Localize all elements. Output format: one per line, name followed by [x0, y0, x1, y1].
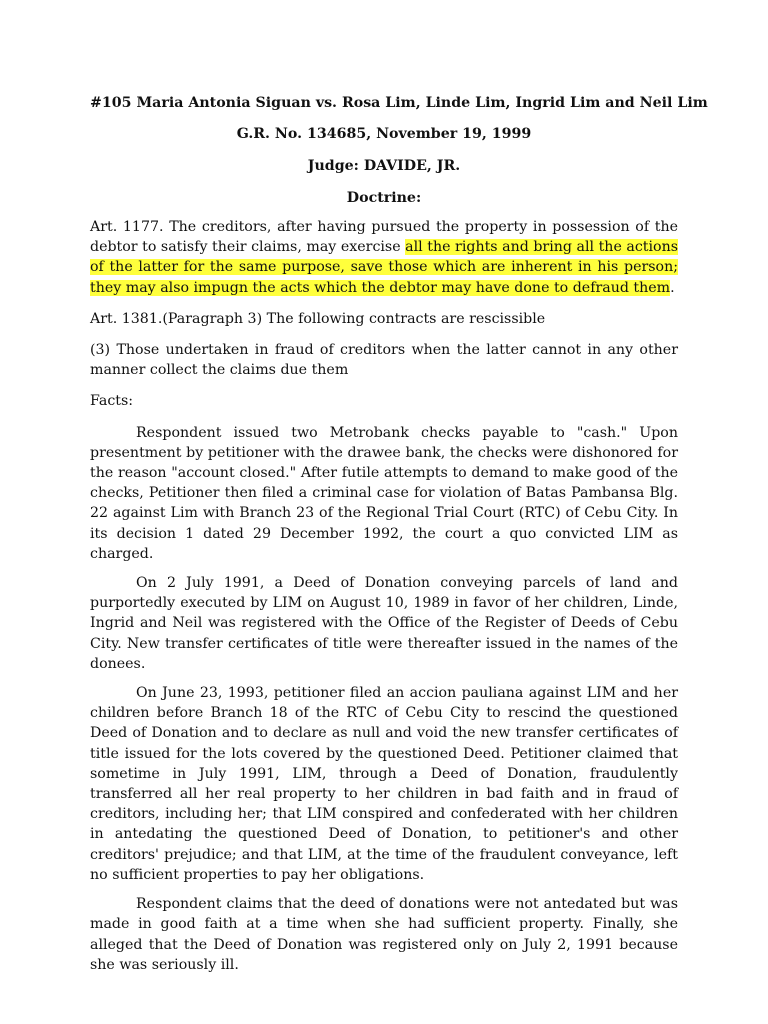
art-1177-paragraph — [90, 217, 678, 298]
facts-paragraph-2: On 2 July 1991, a Deed of Donation conveying parcels of land and purportedly executed by LIM on August 10, 1989 in favor of her children, Linde, Ingrid and Neil was registered with the Office of the Register of Deeds of Cebu City. New transfer certificates of title were thereafter issued in the names of the donees. — [90, 575, 678, 672]
facts-paragraph-4: Respondent claims that the deed of donations were not antedated but was made in good faith at a time when she had sufficient property. Finally, she alleged that the Deed of Donation was registered only on July 2, 1991 because she was seriously ill. — [90, 896, 678, 973]
art-1177-highlight: all the rights and bring all the actions of the latter for the same purpose, save those which are inherent in his person; they may also impugn the acts which the debtor may have done to defraud them — [90, 239, 678, 296]
case-title: #105 Maria Antonia Siguan vs. Rosa Lim, Linde Lim, Ingrid Lim and Neil Lim — [90, 95, 708, 111]
doctrine-heading: Doctrine: — [346, 190, 422, 206]
judge-line: Judge: DAVIDE, JR. — [307, 158, 461, 174]
art-1177-text: Art. 1177. The creditors, after having pursued the property in possession of the debtor to satisfy their claims, may exercise — [90, 219, 678, 256]
facts-paragraph-3: On June 23, 1993, petitioner filed an accion pauliana against LIM and her children before Branch 18 of the RTC of Cebu City to rescind the questioned Deed of Donation and to declare as null and void the new transfer certificates of title issued for the lots covered by the questioned Deed. Petitioner claimed that sometime in July 1991, LIM, through a Deed of Donation, fraudulently transferred all her real property to her children in bad faith and in fraud of creditors, including her; that LIM conspired and confederated with her children in antedating the questioned Deed of Donation, to petitioner's and other creditors' prejudice; and that LIM, at the time of the fraudulent conveyance, left no sufficient properties to pay her obligations. — [90, 685, 678, 883]
document-page — [90, 94, 708, 975]
gr-number: G.R. No. 134685, November 19, 1999 — [236, 126, 532, 142]
facts-paragraph-1: Respondent issued two Metrobank checks payable to "cash." Upon presentment by petitioner with the drawee bank, the checks were dishonored for the reason "account closed." After futile attempts to demand to make good of the checks, Petitioner then filed a criminal case for violation of Batas Pambansa Blg. 22 against Lim with Branch 23 of the Regional Trial Court (RTC) of Cebu City. In its decision 1 dated 29 December 1992, the court a quo convicted LIM as charged. — [90, 424, 678, 562]
art-1381-paragraph: Art. 1381.(Paragraph 3) The following contracts are rescissible — [90, 310, 546, 327]
art-1177-end: . — [670, 279, 675, 296]
art-1381-item-3: (3) Those undertaken in fraud of creditors when the latter cannot in any other manner collect the claims due them — [90, 342, 678, 379]
facts-heading: Facts: — [90, 393, 134, 410]
